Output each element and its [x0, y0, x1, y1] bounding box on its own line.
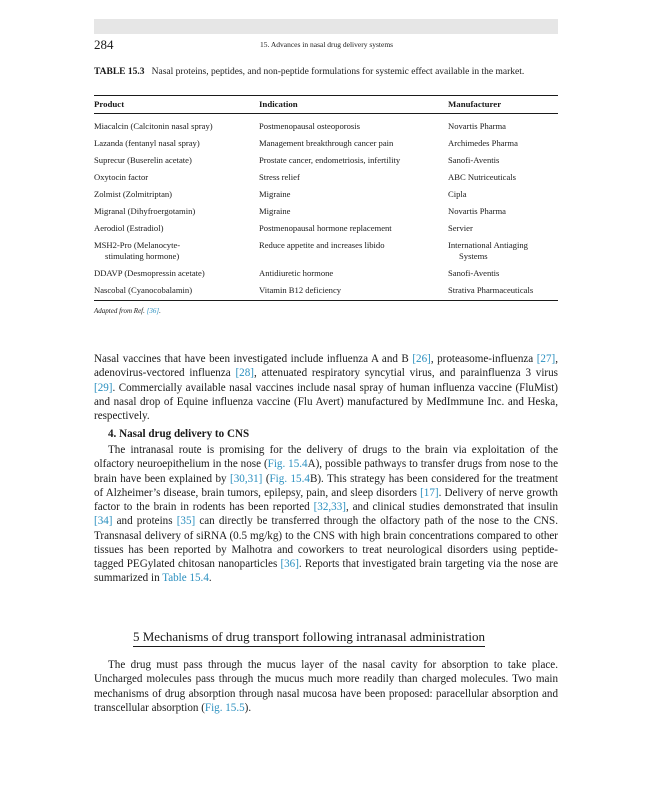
- paragraph-text: can directly be transferred through the olfactory path of the nose to the CNS. Transnasal delivery of siRNA (0.5 mg/kg) to the CNS with high brain concentrations compared to other tissues has been reported by Malhotra and coworkers to treat neurological disorders using peptide-tagged PEGylated chitosan nanoparticles: [94, 515, 558, 570]
- paragraph-text: , adenovirus-vectored influenza: [94, 353, 558, 380]
- cell-indication: Migraine: [259, 206, 291, 216]
- cell-indication: Postmenopausal osteoporosis: [259, 121, 360, 131]
- paragraph-text: (: [262, 472, 270, 485]
- col-header-manufacturer: Manufacturer: [448, 99, 502, 109]
- section-heading: 5 Mechanisms of drug transport following intranasal administration: [133, 629, 485, 647]
- reference-link[interactable]: [36]: [280, 558, 299, 570]
- cell-manufacturer: Cipla: [448, 189, 467, 199]
- reference-link[interactable]: [27]: [536, 353, 556, 365]
- cell-manufacturer-cont: Systems: [459, 251, 488, 261]
- cell-manufacturer: ABC Nutriceuticals: [448, 172, 517, 182]
- paragraph-text: and proteins: [112, 515, 177, 528]
- cell-product: Nascobal (Cyanocobalamin): [94, 285, 193, 295]
- paragraph-text: ).: [244, 701, 252, 714]
- page-number: 284: [94, 37, 114, 52]
- paragraph-text: , proteasome-influenza: [430, 353, 537, 365]
- cell-product: Lazanda (fentanyl nasal spray): [94, 138, 200, 148]
- cell-product: Aerodiol (Estradiol): [94, 223, 164, 233]
- cell-product: DDAVP (Desmopressin acetate): [94, 268, 205, 278]
- paragraph-text: .: [208, 572, 212, 585]
- paragraph-text: The intranasal route is promising for the delivery of drugs to the brain via exploitation of the olfactory neuroepithelium in the nose (: [94, 444, 558, 471]
- paragraph-text: . Commercially available nasal vaccines include nasal spray of human influenza vaccine (FluMist) and nasal drop of Equine influenza vaccine (Flu Avert) manufactured by MedImmune Inc. and Heska, respectively.: [94, 381, 558, 422]
- table-caption: [94, 66, 558, 78]
- table-top-rule: [94, 95, 558, 96]
- cell-manufacturer: Strativa Pharmaceuticals: [448, 285, 534, 295]
- cell-indication: Prostate cancer, endometriosis, infertility: [259, 155, 401, 165]
- reference-link[interactable]: [34]: [94, 515, 113, 528]
- cell-product: Zolmist (Zolmitriptan): [94, 189, 173, 199]
- col-header-product: Product: [94, 99, 125, 109]
- reference-link[interactable]: [30,31]: [230, 472, 263, 485]
- reference-link[interactable]: [26]: [412, 353, 431, 365]
- cell-manufacturer: Sanofi-Aventis: [448, 268, 500, 278]
- footnote-ref-link[interactable]: [36]: [146, 307, 160, 315]
- table-footnote: [94, 307, 161, 315]
- paragraph-text: The drug must pass through the mucus layer of the nasal cavity for absorption to take place. Uncharged molecules pass through the mucus much more readily than charged molecules. Two main mechanisms of drug absorption through nasal mucosa have been proposed: paracellular absorption and transcellular absorption (: [94, 659, 558, 714]
- subheading-cns: 4. Nasal drug delivery to CNS: [108, 428, 250, 440]
- paragraph-text: , attenuated respiratory syncytial virus, and parainfluenza 3 virus: [253, 367, 558, 380]
- reference-link[interactable]: [32,33]: [313, 501, 346, 513]
- paragraph-cns-delivery: [94, 443, 558, 586]
- reference-link[interactable]: Fig. 15.4: [267, 458, 308, 471]
- page-header: [94, 37, 558, 53]
- cell-indication: Migraine: [259, 189, 291, 199]
- paragraph-text: , and clinical studies demonstrated that insulin: [345, 501, 559, 513]
- cell-product: Suprecur (Buserelin acetate): [94, 155, 192, 165]
- table-caption-text: Nasal proteins, peptides, and non-peptide formulations for systemic effect available in the market.: [151, 67, 525, 77]
- footnote-prefix: Adapted from Ref.: [94, 307, 145, 315]
- table-header-rule: [94, 113, 558, 114]
- paragraph-text: . Reports that investigated brain targeting via the nose are summarized in: [94, 558, 558, 585]
- reference-link[interactable]: Fig. 15.4: [269, 472, 310, 485]
- table-label: TABLE 15.3: [94, 67, 145, 77]
- cell-manufacturer: Sanofi-Aventis: [448, 155, 500, 165]
- paragraph-text: Nasal vaccines that have been investigated include influenza A and B: [94, 353, 413, 365]
- cell-indication: Reduce appetite and increases libido: [259, 240, 385, 250]
- cell-product: MSH2-Pro (Melanocyte-: [94, 240, 181, 250]
- paragraph-text: B). This strategy has been considered for the treatment of Alzheimer’s disease, brain tumors, epilepsy, pain, and sleep disorders: [94, 472, 559, 499]
- footnote-suffix: .: [159, 307, 161, 315]
- paragraph-text: . Delivery of nerve growth factor to the brain in rodents has been reported: [94, 486, 558, 513]
- cell-indication: Management breakthrough cancer pain: [259, 138, 394, 148]
- paragraph-nasal-vaccines: [94, 352, 558, 423]
- col-header-indication: Indication: [259, 99, 298, 109]
- cell-product: Oxytocin factor: [94, 172, 149, 182]
- paragraph-text: A), possible pathways to transfer drugs from nose to the brain have been explained by: [94, 458, 559, 485]
- cell-product-cont: stimulating hormone): [105, 251, 180, 261]
- cell-manufacturer: Novartis Pharma: [448, 121, 506, 131]
- reference-link[interactable]: Fig. 15.5: [204, 701, 245, 714]
- cell-product: Migranal (Dihyfroergotamin): [94, 206, 196, 216]
- cell-manufacturer: Archimedes Pharma: [448, 138, 518, 148]
- cell-indication: Stress relief: [259, 172, 300, 182]
- paragraph-mechanisms: [94, 658, 558, 715]
- running-head: 15. Advances in nasal drug delivery systems: [260, 40, 394, 49]
- reference-link[interactable]: [28]: [235, 367, 254, 380]
- reference-link[interactable]: [35]: [176, 515, 196, 528]
- reference-link[interactable]: [29]: [94, 381, 113, 394]
- cell-indication: Vitamin B12 deficiency: [259, 285, 342, 295]
- table-bottom-rule: [94, 300, 558, 301]
- cell-manufacturer: International Antiaging: [448, 240, 528, 250]
- reference-link[interactable]: Table 15.4: [162, 572, 209, 585]
- cell-manufacturer: Novartis Pharma: [448, 206, 506, 216]
- header-shade: [94, 19, 558, 34]
- cell-indication: Antidiuretic hormone: [259, 268, 334, 278]
- cell-product: Miacalcin (Calcitonin nasal spray): [94, 121, 213, 131]
- reference-link[interactable]: [17]: [420, 486, 439, 499]
- cell-indication: Postmenopausal hormone replacement: [259, 223, 392, 233]
- cell-manufacturer: Servier: [448, 223, 473, 233]
